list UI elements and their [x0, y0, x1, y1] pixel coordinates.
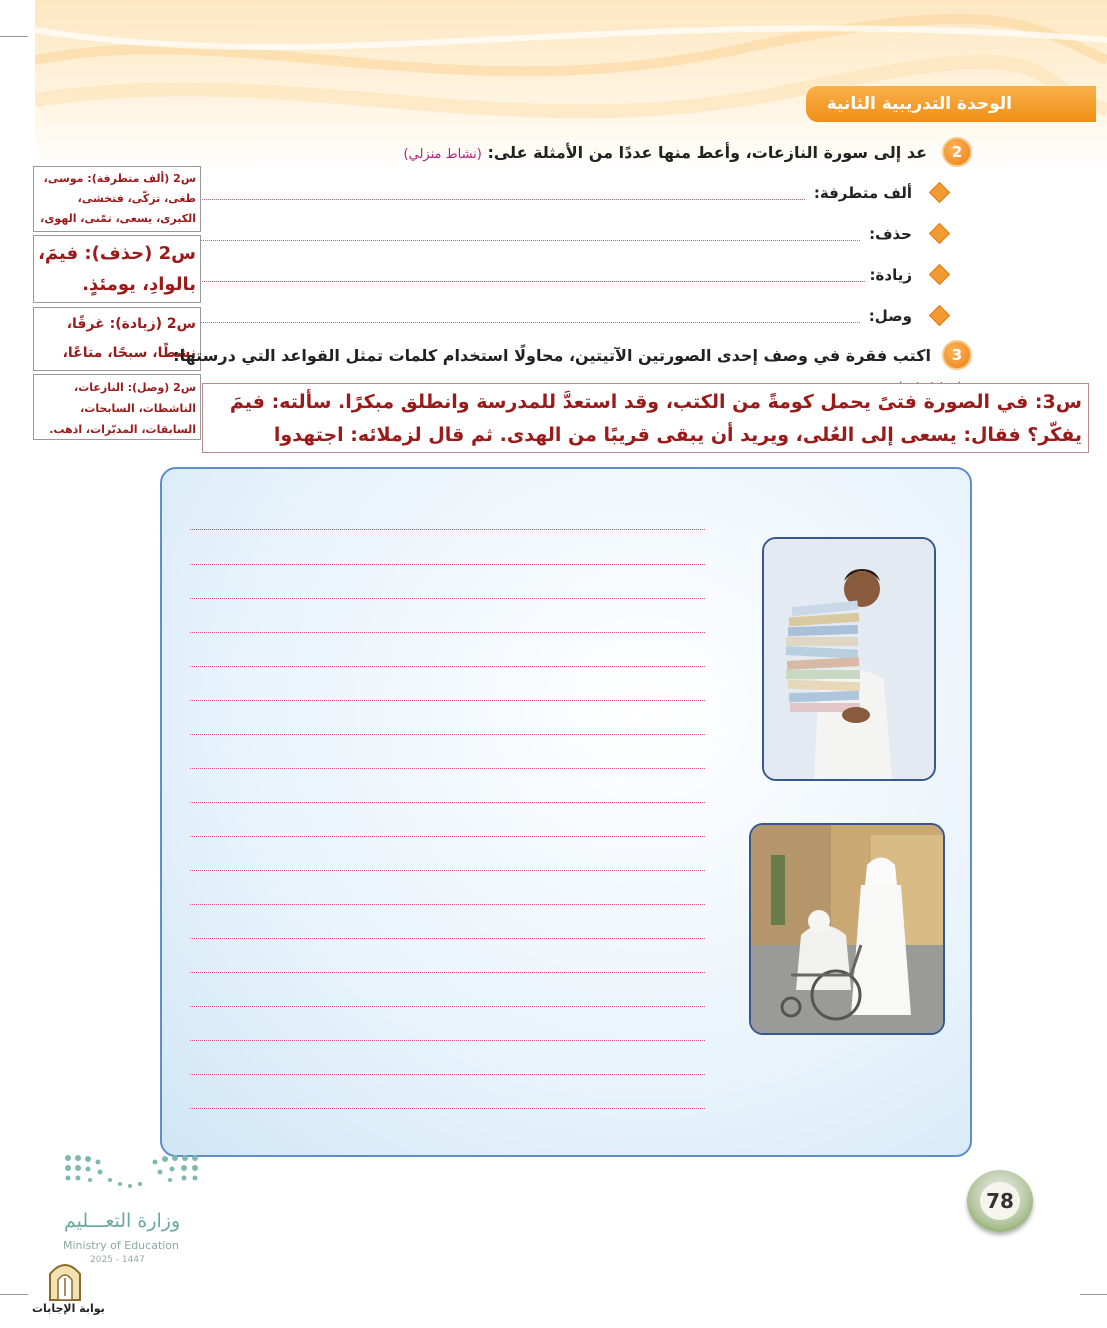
bullet-diamond-icon: [929, 182, 950, 203]
answers-gate-logo: [44, 1256, 86, 1302]
writing-line[interactable]: [190, 1108, 705, 1109]
item-label-final-alif: ألف متطرفة:: [813, 184, 912, 202]
item-label-addition: زيادة:: [869, 266, 912, 284]
bullet-diamond-icon: [929, 305, 950, 326]
ministry-name-english: Ministry of Education: [63, 1239, 180, 1252]
writing-line[interactable]: [190, 836, 705, 837]
writing-line[interactable]: [190, 598, 705, 599]
ministry-name-arabic: وزارة التعـــليم: [64, 1210, 181, 1232]
answer-box-deletion: س2 (حذف): فيمَ، بالوادِ، يومئذٍ.: [33, 235, 201, 303]
writing-line[interactable]: [190, 564, 705, 565]
answer-line: [200, 322, 860, 323]
writing-line[interactable]: [190, 802, 705, 803]
question-2-prompt: [404, 143, 927, 162]
answer-box-joining: س2 (وصل): النازعات، الناشطات، السابحات، السابقات، المدبّرات، اذهب.: [33, 374, 201, 440]
writing-line[interactable]: [190, 870, 705, 871]
unit-title-badge: [806, 86, 1096, 122]
writing-line[interactable]: [190, 666, 705, 667]
writing-line[interactable]: [190, 1074, 705, 1075]
question-number-3: 3: [942, 340, 972, 370]
writing-line[interactable]: [190, 529, 705, 530]
writing-line[interactable]: [190, 1006, 705, 1007]
item-label-deletion: حذف:: [869, 225, 912, 243]
answer-line: [200, 281, 865, 282]
activity-tag-home: (نشاط منزلي): [403, 147, 482, 162]
answers-gate-label: بوابة الإجابات: [32, 1302, 105, 1315]
answer-line: [200, 199, 805, 200]
page-number-badge: [967, 1170, 1033, 1232]
writing-line[interactable]: [190, 632, 705, 633]
page-number: 78: [980, 1182, 1020, 1220]
question-number-2: 2: [942, 137, 972, 167]
writing-line[interactable]: [190, 734, 705, 735]
crop-mark: [0, 36, 28, 37]
writing-line[interactable]: [190, 700, 705, 701]
question-3-prompt: اكتب فقرة في وصف إحدى الصورتين الآتيتين، محاولًا استخدام كلمات تمثل القواعد التي درستها:: [173, 346, 931, 365]
unit-title: الوحدة التدريبية الثانية: [826, 94, 1012, 114]
writing-line[interactable]: [190, 1040, 705, 1041]
bullet-diamond-icon: [929, 223, 950, 244]
bullet-diamond-icon: [929, 264, 950, 285]
answer-box-final-alif: س2 (ألف متطرفة): موسى، طغى، تزكّى، فتخشى، الكبرى، يسعى، تمّنى، الهوى،: [33, 166, 201, 232]
crop-mark: [0, 1294, 28, 1295]
crop-mark: [1080, 1294, 1107, 1295]
edition-year: 2025 - 1447: [90, 1255, 145, 1265]
writing-line[interactable]: [190, 972, 705, 973]
writing-line[interactable]: [190, 904, 705, 905]
photo-wheelchair: [749, 823, 945, 1035]
question-2-text: عد إلى سورة النازعات، وأعط منها عددًا من الأمثلة على:: [487, 143, 927, 162]
answer-line: [200, 240, 860, 241]
writing-line[interactable]: [190, 938, 705, 939]
writing-line[interactable]: [190, 768, 705, 769]
answer-box-paragraph: س3: في الصورة فتىً يحمل كومةً من الكتب، وقد استعدَّ للمدرسة وانطلق مبكرًا. سألته: فيمَ يفكّر؟ فقال: يسعى إلى العُلى، ويريد أن يبقى قريبًا من الهدى. ثم قال لزملائه: اجتهدوا: [202, 383, 1089, 453]
photo-boy-with-books: [762, 537, 936, 781]
item-label-joining: وصل:: [868, 307, 912, 325]
answer-box-addition: س2 (زيادة): غرقًا، نشطًا، سبحًا، متاعًا،: [33, 307, 201, 371]
